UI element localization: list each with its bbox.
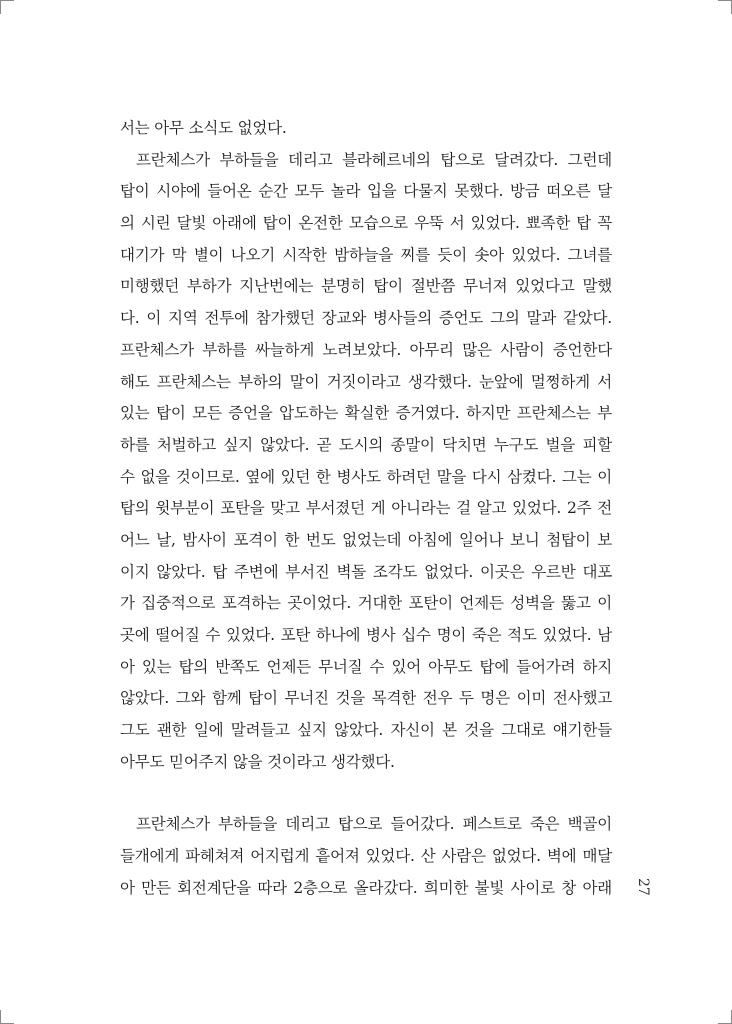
crop-mark-top-left-v	[0, 0, 1, 14]
text-line: 대기가 막 별이 나오기 시작한 밤하늘을 찌를 듯이 솟아 있었다. 그녀를	[120, 245, 612, 264]
paragraph-2	[120, 145, 612, 779]
crop-mark-bottom-left-v	[0, 1010, 1, 1024]
text-line: 탑의 윗부분이 포탄을 맞고 부서졌던 게 아니라는 걸 알고 있었다. 2주 전	[120, 499, 612, 518]
text-line: 않았다. 그와 함께 탑이 무너진 것을 목격한 전우 두 명은 이미 전사했고	[120, 689, 612, 708]
paragraph-gap	[120, 778, 612, 809]
body-text	[120, 113, 612, 905]
text-line: 프란체스가 부하들을 데리고 탑으로 들어갔다. 페스트로 죽은 백골이	[136, 815, 612, 834]
crop-mark-top-left-h	[0, 0, 14, 1]
crop-mark-top-right-h	[718, 0, 732, 1]
text-line: 이지 않았다. 탑 주변에 부서진 벽돌 조각도 없었다. 이곳은 우르반 대포	[120, 562, 612, 581]
text-line: 프란체스가 부하를 싸늘하게 노려보았다. 아무리 많은 사람이 증언한다	[120, 340, 612, 359]
text-line: 하를 처벌하고 싶지 않았다. 곧 도시의 종말이 닥치면 누구도 벌을 피할	[120, 435, 612, 454]
page-number: 27	[635, 878, 651, 896]
text-line: 아무도 믿어주지 않을 것이라고 생각했다.	[120, 752, 395, 771]
text-line: 있는 탑이 모든 증언을 압도하는 확실한 증거였다. 하지만 프란체스는 부	[120, 404, 612, 423]
paragraph-3	[120, 809, 612, 904]
text-line: 프란체스가 부하들을 데리고 블라헤르네의 탑으로 달려갔다. 그런데	[136, 150, 612, 169]
text-line: 탑이 시야에 들어온 순간 모두 놀라 입을 다물지 못했다. 방금 떠오른 달	[120, 182, 612, 201]
text-line: 어느 날, 밤사이 포격이 한 번도 없었는데 아침에 일어나 보니 첨탑이 보	[120, 530, 612, 549]
text-line: 가 집중적으로 포격하는 곳이었다. 거대한 포탄이 언제든 성벽을 뚫고 이	[120, 594, 612, 613]
text-line: 아 만든 회전계단을 따라 2층으로 올라갔다. 희미한 불빛 사이로 창 아래	[120, 878, 612, 897]
text-line: 미행했던 부하가 지난번에는 분명히 탑이 절반쯤 무너져 있었다고 말했	[120, 277, 612, 296]
text-line: 의 시린 달빛 아래에 탑이 온전한 모습으로 우뚝 서 있었다. 뾰족한 탑 꼭	[120, 214, 612, 233]
text-line: 곳에 떨어질 수 있었다. 포탄 하나에 병사 십수 명이 죽은 적도 있었다. 남	[120, 626, 612, 644]
text-line: 서는 아무 소식도 없었다.	[120, 119, 287, 137]
text-line: 들개에게 파헤쳐져 어지럽게 흩어져 있었다. 산 사람은 없었다. 벽에 매달	[120, 847, 612, 866]
text-line: 해도 프란체스는 부하의 말이 거짓이라고 생각했다. 눈앞에 멀쩡하게 서	[120, 372, 612, 391]
text-line: 다. 이 지역 전투에 참가했던 장교와 병사들의 증언도 그의 말과 같았다.	[120, 309, 612, 328]
text-line: 수 없을 것이므로. 옆에 있던 한 병사도 하려던 말을 다시 삼켰다. 그는 이	[120, 467, 612, 486]
text-line: 그도 괜한 일에 말려들고 싶지 않았다. 자신이 본 것을 그대로 얘기한들	[120, 721, 612, 740]
text-line: 아 있는 탑의 반쪽도 언제든 무너질 수 있어 아무도 탑에 들어가려 하지	[120, 657, 612, 676]
paragraph-1	[120, 113, 612, 145]
